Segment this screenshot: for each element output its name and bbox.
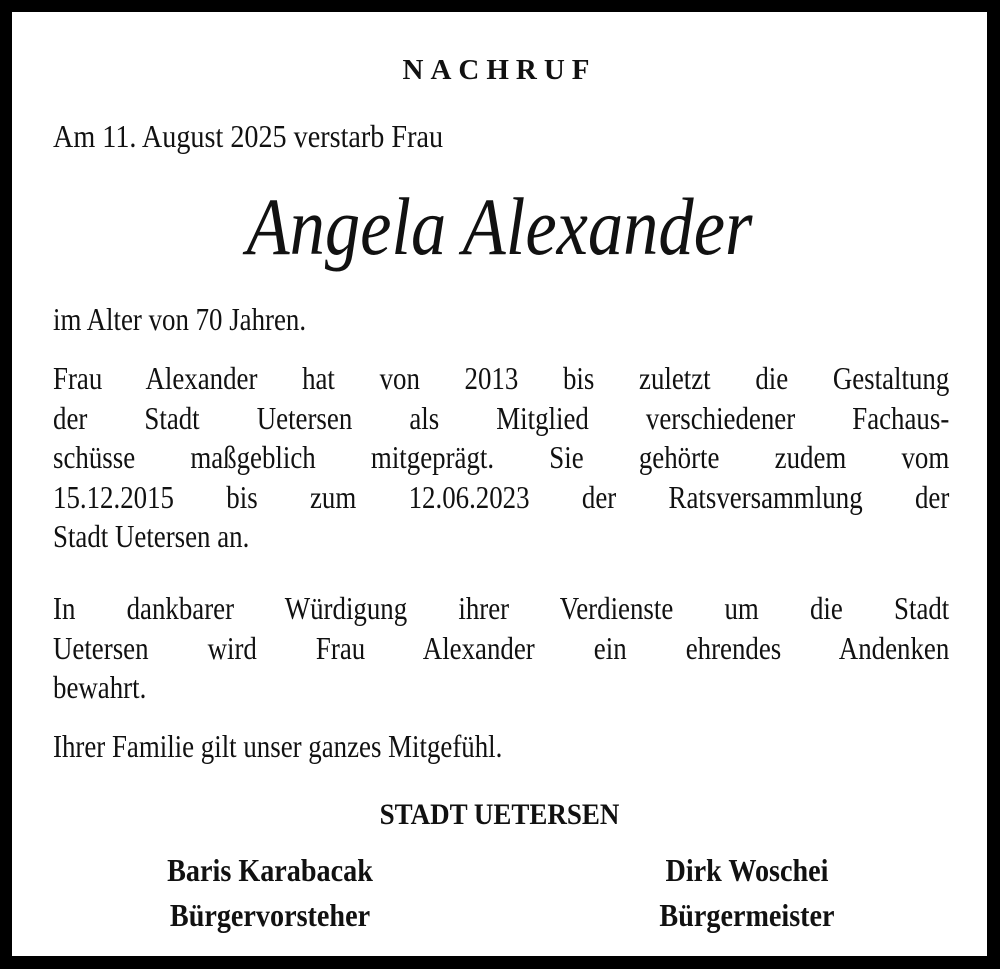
signatory-name: Dirk Woschei xyxy=(665,852,829,888)
condolence-line xyxy=(53,727,949,767)
text-line: schüsse maßgeblich mitgeprägt. Sie gehörte zudem vom xyxy=(53,439,950,475)
organization-name: STADT UETERSEN xyxy=(379,798,620,831)
paragraph-tribute xyxy=(53,359,949,557)
text-line: In dankbarer Würdigung ihrer Verdienste um die Stadt xyxy=(53,590,950,626)
text-line: der Stadt Uetersen als Mitglied verschiedener Fachaus- xyxy=(53,399,950,436)
age-line xyxy=(53,300,949,340)
notice-heading: NACHRUF xyxy=(402,54,597,86)
signatory-title: Bürgermeister xyxy=(659,897,835,933)
text-line: 15.12.2015 bis zum 12.06.2023 der Ratsversammlung der xyxy=(53,478,950,515)
signatory-title: Bürgervorsteher xyxy=(169,897,371,933)
text-line: Frau Alexander hat von 2013 bis zuletzt die Gestaltung xyxy=(53,360,950,396)
signatory-name: Baris Karabacak xyxy=(167,852,373,888)
age-text: im Alter von 70 Jahren. xyxy=(53,301,307,337)
text-line: bewahrt. xyxy=(53,669,147,705)
closing-text: Ihrer Familie gilt unser ganzes Mitgefühl. xyxy=(53,728,503,764)
deceased-name: Angela Alexander xyxy=(246,181,753,272)
text-line: Stadt Uetersen an. xyxy=(53,518,250,554)
signatory-left xyxy=(138,848,402,938)
obituary-notice xyxy=(12,12,987,956)
signatory-right xyxy=(593,848,901,938)
intro-line: Am 11. August 2025 verstarb Frau xyxy=(53,118,444,154)
paragraph-remembrance xyxy=(53,589,949,708)
text-line: Uetersen wird Frau Alexander ein ehrendes Andenken xyxy=(53,629,950,666)
